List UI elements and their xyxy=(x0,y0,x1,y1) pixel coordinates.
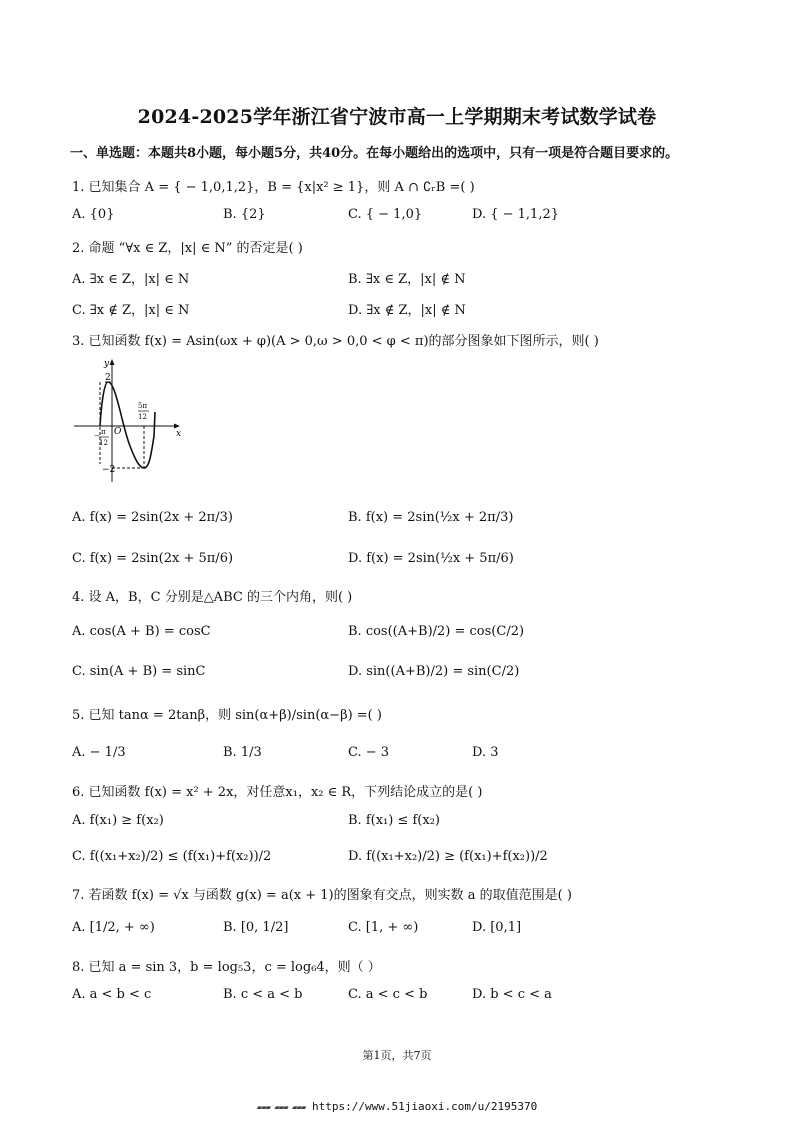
q1-option-c: C. { − 1,0} xyxy=(348,207,423,222)
origin-label: O xyxy=(114,427,122,437)
y-max-label: 2 xyxy=(105,373,111,383)
y-axis-label: y xyxy=(104,359,110,369)
x-neg-denominator: 12 xyxy=(99,439,108,447)
question-7-stem: 7. 若函数 f(x) = √x 与函数 g(x) = a(x + 1)的图象有交点，则实数 a 的取值范围是( ) xyxy=(72,888,572,903)
q3-option-a: A. f(x) = 2sin(2x + 2π/3) xyxy=(72,510,233,525)
q4-option-d: D. sin((A+B)/2) = sin(C/2) xyxy=(348,664,520,679)
q5-option-a: A. − 1/3 xyxy=(72,745,126,760)
q2-option-d: D. ∃x ∉ Z，|x| ∉ N xyxy=(348,303,466,318)
q8-option-a: A. a < b < c xyxy=(72,987,152,1002)
q4-option-b: B. cos((A+B)/2) = cos(C/2) xyxy=(348,624,525,639)
q5-option-d: D. 3 xyxy=(472,745,499,760)
q1-option-a: A. {0} xyxy=(72,207,115,222)
q6-option-b: B. f(x₁) ≤ f(x₂) xyxy=(348,813,440,828)
watermark-logo-icon: ▰▰▰ ▰▰▰ ▰▰▰ xyxy=(256,1103,306,1113)
q2-option-b: B. ∃x ∈ Z，|x| ∉ N xyxy=(348,272,466,287)
question-3-stem: 3. 已知函数 f(x) = Asin(ωx + φ)(A > 0,ω > 0,0 < φ < π)的部分图象如下图所示，则( ) xyxy=(72,334,599,349)
watermark-url[interactable]: https://www.51jiaoxi.com/u/2195370 xyxy=(312,1100,538,1113)
q5-option-c: C. − 3 xyxy=(348,745,390,760)
q7-option-d: D. [0,1] xyxy=(472,920,522,935)
y-axis-arrow xyxy=(110,359,115,365)
q7-option-c: C. [1, + ∞) xyxy=(348,920,419,935)
q4-option-a: A. cos(A + B) = cosC xyxy=(72,624,211,639)
x-pos-denominator: 12 xyxy=(138,413,147,421)
question-6-stem: 6. 已知函数 f(x) = x² + 2x，对任意x₁，x₂ ∈ R，下列结论成立的是( ) xyxy=(72,785,483,800)
q2-option-a: A. ∃x ∈ Z，|x| ∈ N xyxy=(72,272,190,287)
x-axis-arrow xyxy=(174,424,180,429)
q1-option-d: D. { − 1,1,2} xyxy=(472,207,560,222)
q1-option-b: B. {2} xyxy=(223,207,266,222)
y-min-label: −2 xyxy=(102,465,116,475)
x-neg-numerator: π xyxy=(101,428,106,436)
q8-option-d: D. b < c < a xyxy=(472,987,552,1002)
q8-option-b: B. c < a < b xyxy=(223,987,303,1002)
q2-option-c: C. ∃x ∉ Z，|x| ∈ N xyxy=(72,303,190,318)
question-8-stem: 8. 已知 a = sin 3，b = log₅3，c = log₆4，则（ ） xyxy=(72,960,381,975)
x-axis-label: x xyxy=(176,429,182,439)
q7-option-b: B. [0, 1/2] xyxy=(223,920,289,935)
x-pos-numerator: 5π xyxy=(138,402,148,410)
q4-option-c: C. sin(A + B) = sinC xyxy=(72,664,206,679)
sine-graph xyxy=(72,356,184,486)
q7-option-a: A. [1/2, + ∞) xyxy=(72,920,155,935)
q8-option-c: C. a < c < b xyxy=(348,987,428,1002)
q3-option-d: D. f(x) = 2sin(½x + 5π/6) xyxy=(348,551,514,566)
section-heading: 一、单选题：本题共8小题，每小题5分，共40分。在每小题给出的选项中，只有一项是符合题目要求的。 xyxy=(70,146,679,161)
q3-option-b: B. f(x) = 2sin(½x + 2π/3) xyxy=(348,510,514,525)
q6-option-a: A. f(x₁) ≥ f(x₂) xyxy=(72,813,164,828)
x-neg-sign: − xyxy=(94,432,100,440)
page-title: 2024-2025学年浙江省宁波市高一上学期期末考试数学试卷 xyxy=(137,106,657,128)
question-5-stem: 5. 已知 tanα = 2tanβ，则 sin(α+β)/sin(α−β) =( ) xyxy=(72,708,382,723)
q3-option-c: C. f(x) = 2sin(2x + 5π/6) xyxy=(72,551,234,566)
page-footer: 第1页，共7页 xyxy=(362,1049,432,1062)
question-2-stem: 2. 命题 “∀x ∈ Z，|x| ∈ N” 的否定是( ) xyxy=(72,241,303,256)
watermark-bar xyxy=(0,1100,794,1113)
q6-option-c: C. f((x₁+x₂)/2) ≤ (f(x₁)+f(x₂))/2 xyxy=(72,849,272,864)
q6-option-d: D. f((x₁+x₂)/2) ≥ (f(x₁)+f(x₂))/2 xyxy=(348,849,548,864)
sine-curve xyxy=(100,382,155,468)
q5-option-b: B. 1/3 xyxy=(223,745,262,760)
question-4-stem: 4. 设 A，B，C 分别是△ABC 的三个内角，则( ) xyxy=(72,590,353,605)
question-1-stem: 1. 已知集合 A = { − 1,0,1,2}，B = {x|x² ≥ 1}，则 A ∩ ∁ᵣB =( ) xyxy=(72,180,475,195)
